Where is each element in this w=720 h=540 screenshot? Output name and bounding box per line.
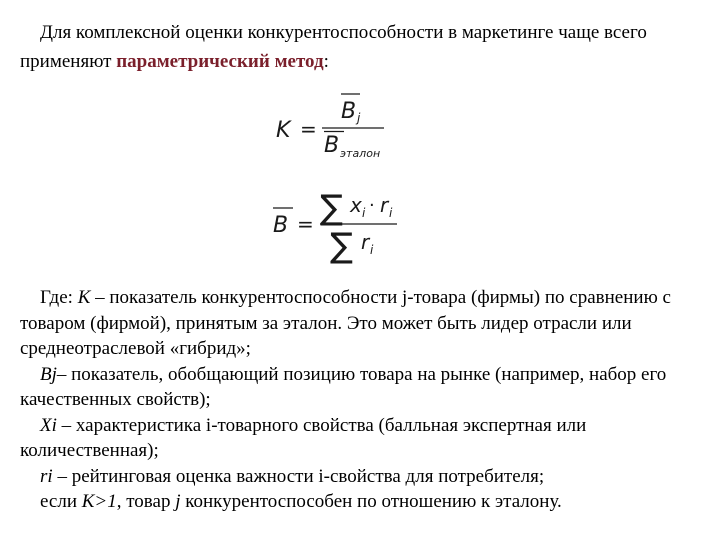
- legend-line-conclusion: [20, 489, 710, 515]
- formula1-num-symbol: B: [341, 99, 357, 124]
- formula1-eq: =: [300, 117, 317, 141]
- formula2-den-r: r: [361, 230, 370, 254]
- formula2-dot: ·: [369, 195, 375, 216]
- formula2-r-sub: i: [389, 206, 393, 220]
- legend-line-k: [20, 285, 710, 362]
- legend-conclusion-text-b: конкурентоспособен по отношению к эталону.: [180, 491, 562, 512]
- legend-k-text: – показатель конкурентоспособности j-товара (фирмы) по сравнению с товаром (фирмой), принятым за эталон. Это может быть лидер отрасли или среднеотраслевой «гибрид»;: [20, 287, 671, 359]
- legend-ri-text: – рейтинговая оценка важности i-свойства для потребителя;: [52, 465, 545, 487]
- legend-line-xi: [20, 413, 710, 464]
- formula2-den-sum: ∑: [330, 226, 353, 266]
- legend-line-ri: [20, 464, 710, 490]
- legend-k-symbol: K: [77, 287, 91, 308]
- formula2-eq: =: [297, 212, 314, 236]
- legend-conclusion-condition: K>1: [81, 491, 117, 512]
- formula2-r: r: [380, 193, 389, 217]
- formula2-lhs: B: [273, 213, 289, 238]
- formula2-x-sub: i: [362, 206, 366, 220]
- formula-competitiveness: [276, 94, 384, 160]
- formula2-den-r-sub: i: [370, 243, 374, 257]
- legend-conclusion-prefix: если: [40, 491, 82, 512]
- legend-xi-text: – характеристика i-товарного свойства (балльная экспертная или количественная);: [20, 414, 587, 461]
- legend-ri-symbol: ri: [40, 465, 53, 487]
- legend-bj-symbol: Bj: [40, 363, 57, 385]
- legend-block: [20, 285, 710, 515]
- formula-weighted-average: [273, 188, 397, 266]
- legend-k-prefix: Где:: [40, 287, 78, 308]
- formula1-den-symbol: B: [324, 133, 340, 158]
- method-highlight: параметрический метод: [116, 51, 324, 72]
- formula2-num-sum: ∑: [320, 188, 343, 228]
- formula1-lhs: K: [276, 118, 291, 143]
- intro-text: Для комплексной оценки конкурентоспособности в маркетинге чаще всего применяют: [20, 22, 647, 72]
- legend-conclusion-text-a: , товар: [116, 491, 176, 512]
- formula2-x: x: [350, 193, 362, 217]
- formula1-den-sub: эталон: [340, 147, 381, 160]
- legend-bj-text: – показатель, обобщающий позицию товара на рынке (например, набор его качественных свойств);: [20, 363, 667, 410]
- legend-conclusion-j: j: [175, 491, 181, 512]
- formula1-num-sub: j: [357, 111, 361, 125]
- legend-line-bj: [20, 362, 710, 413]
- intro-colon: :: [323, 51, 329, 72]
- legend-xi-symbol: Xi: [40, 414, 57, 436]
